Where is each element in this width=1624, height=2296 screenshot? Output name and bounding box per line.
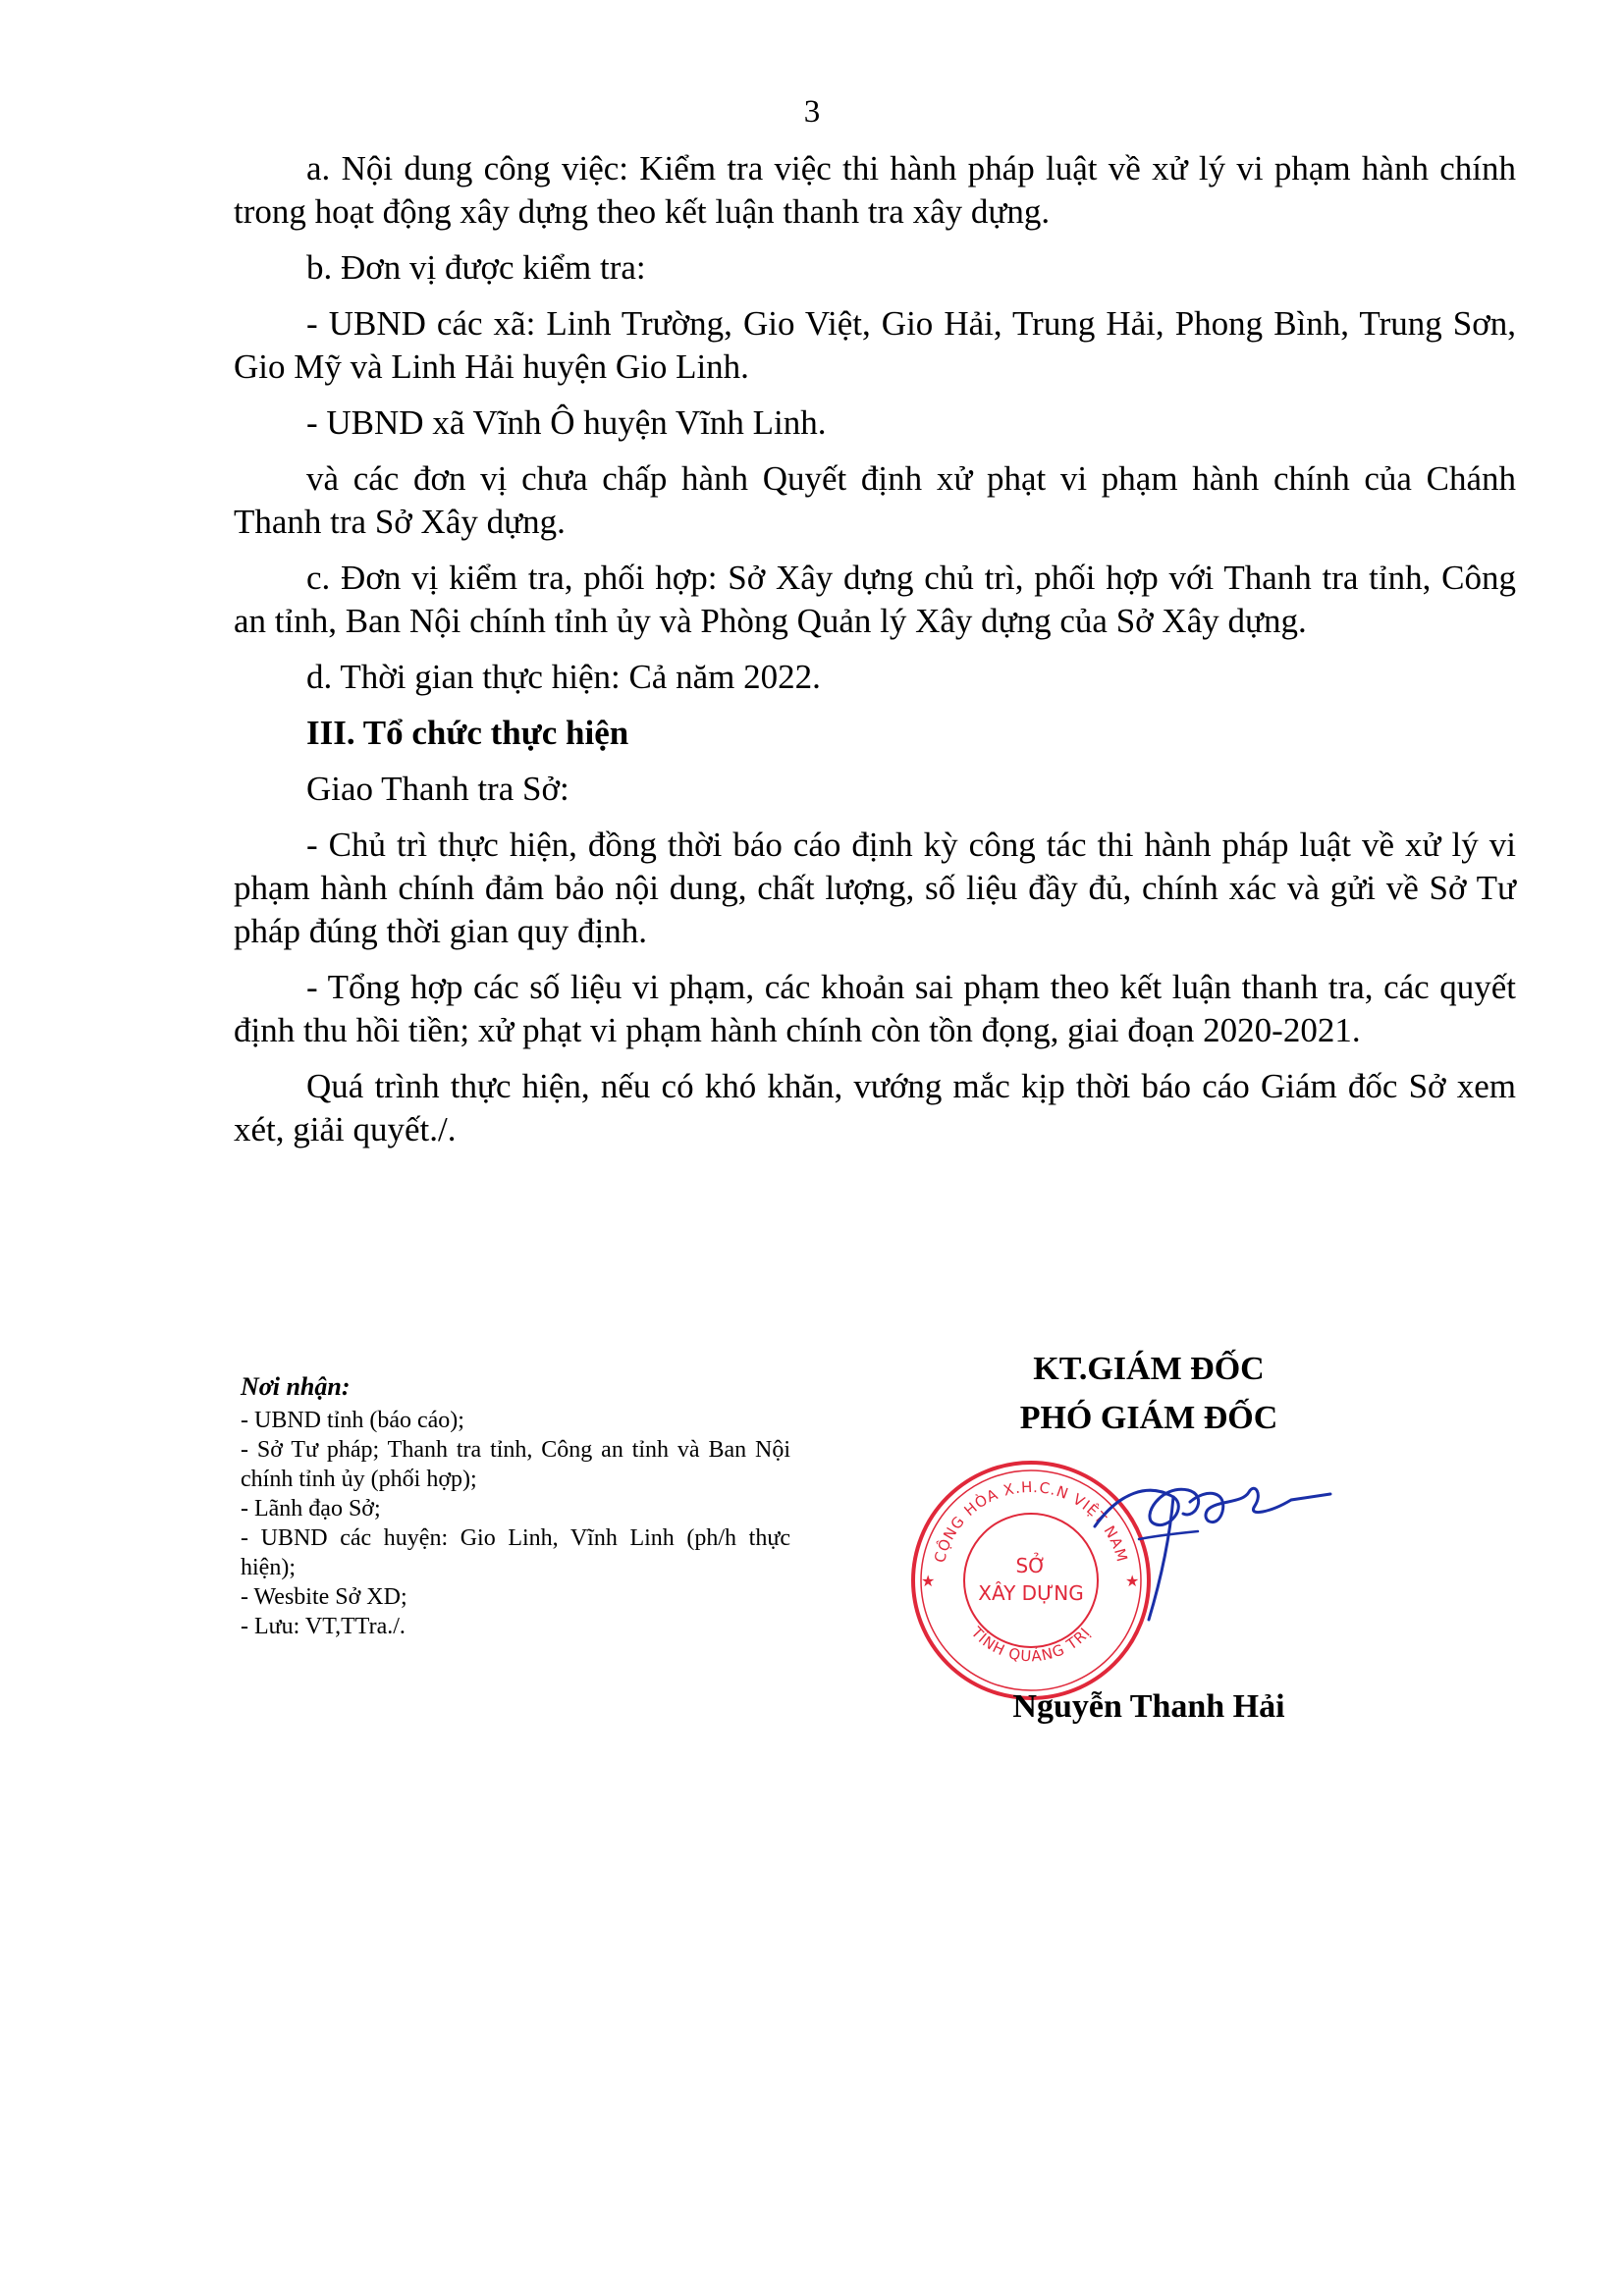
seal-center-line1: SỞ: [1015, 1554, 1047, 1577]
signature-title-line1: KT.GIÁM ĐỐC: [1033, 1351, 1265, 1387]
paragraph-closing: Quá trình thực hiện, nếu có khó khăn, vướng mắc kịp thời báo cáo Giám đốc Sở xem xét, giải quyết./.: [234, 1067, 1516, 1148]
paragraph-task-summary: - Tổng hợp các số liệu vi phạm, các khoản sai phạm theo kết luận thanh tra, các quyết định thu hồi tiền; xử phạt vi phạm hành chính còn tồn đọng, giai đoạn 2020-2021.: [234, 968, 1516, 1049]
paragraph-commune-vinh-linh: - UBND xã Vĩnh Ô huyện Vĩnh Linh.: [306, 403, 827, 442]
seal-center-line2: XÂY DỰNG: [978, 1581, 1084, 1605]
seal-outer-text: CỘNG HÒA X.H.C.N VIỆT NAM: [930, 1477, 1132, 1565]
seal-star-left-icon: ★: [921, 1574, 936, 1590]
seal-star-right-icon: ★: [1125, 1574, 1140, 1590]
recipient-item: - UBND tỉnh (báo cáo);: [241, 1408, 464, 1433]
paragraph-inspected-units: b. Đơn vị được kiểm tra:: [306, 248, 646, 287]
paragraph-communes-gio-linh: - UBND các xã: Linh Trường, Gio Việt, Gio Hải, Trung Hải, Phong Bình, Trung Sơn, Gio Mỹ và Linh Hải huyện Gio Linh.: [234, 304, 1516, 386]
recipient-item: - UBND các huyện: Gio Linh, Vĩnh Linh (ph/h thực hiện);: [241, 1525, 790, 1580]
paragraph-timeline: d. Thời gian thực hiện: Cả năm 2022.: [306, 658, 821, 696]
seal-bottom-text: TỈNH QUẢNG TRỊ: [967, 1624, 1095, 1666]
recipient-item: - Lãnh đạo Sở;: [241, 1496, 381, 1522]
paragraph-work-content: a. Nội dung công việc: Kiểm tra việc thi hành pháp luật về xử lý vi phạm hành chính trong hoạt động xây dựng theo kết luận thanh tra xây dựng.: [234, 149, 1516, 231]
signature-title-line2: PHÓ GIÁM ĐỐC: [1019, 1400, 1278, 1436]
paragraph-assignment: Giao Thanh tra Sở:: [306, 770, 569, 808]
recipients-title: Nơi nhận:: [241, 1372, 351, 1401]
recipient-item: - Wesbite Sở XD;: [241, 1584, 407, 1610]
paragraph-coordination: c. Đơn vị kiểm tra, phối hợp: Sở Xây dựng chủ trì, phối hợp với Thanh tra tỉnh, Công an tỉnh, Ban Nội chính tỉnh ủy và Phòng Quản lý Xây dựng của Sở Xây dựng.: [234, 559, 1516, 640]
signature-block: [933, 1345, 1365, 1443]
document-body: [234, 147, 1516, 1164]
page-number: 3: [803, 94, 821, 130]
paragraph-other-units: và các đơn vị chưa chấp hành Quyết định xử phạt vi phạm hành chính của Chánh Thanh tra Sở Xây dựng.: [234, 459, 1516, 541]
recipient-item: - Sở Tư pháp; Thanh tra tỉnh, Công an tỉnh và Ban Nội chính tỉnh ủy (phối hợp);: [241, 1437, 790, 1492]
recipient-item: - Lưu: VT,TTra./.: [241, 1614, 406, 1639]
recipients-block: [241, 1372, 790, 1641]
paragraph-task-report: - Chủ trì thực hiện, đồng thời báo cáo định kỳ công tác thi hành pháp luật về xử lý vi phạm hành chính đảm bảo nội dung, chất lượng, số liệu đầy đủ, chính xác và gửi về Sở Tư pháp đúng thời gian quy định.: [234, 826, 1516, 950]
handwritten-signature: [1080, 1463, 1335, 1629]
section-heading-implementation: III. Tổ chức thực hiện: [306, 714, 629, 752]
signer-name: Nguyễn Thanh Hải: [1012, 1688, 1285, 1725]
